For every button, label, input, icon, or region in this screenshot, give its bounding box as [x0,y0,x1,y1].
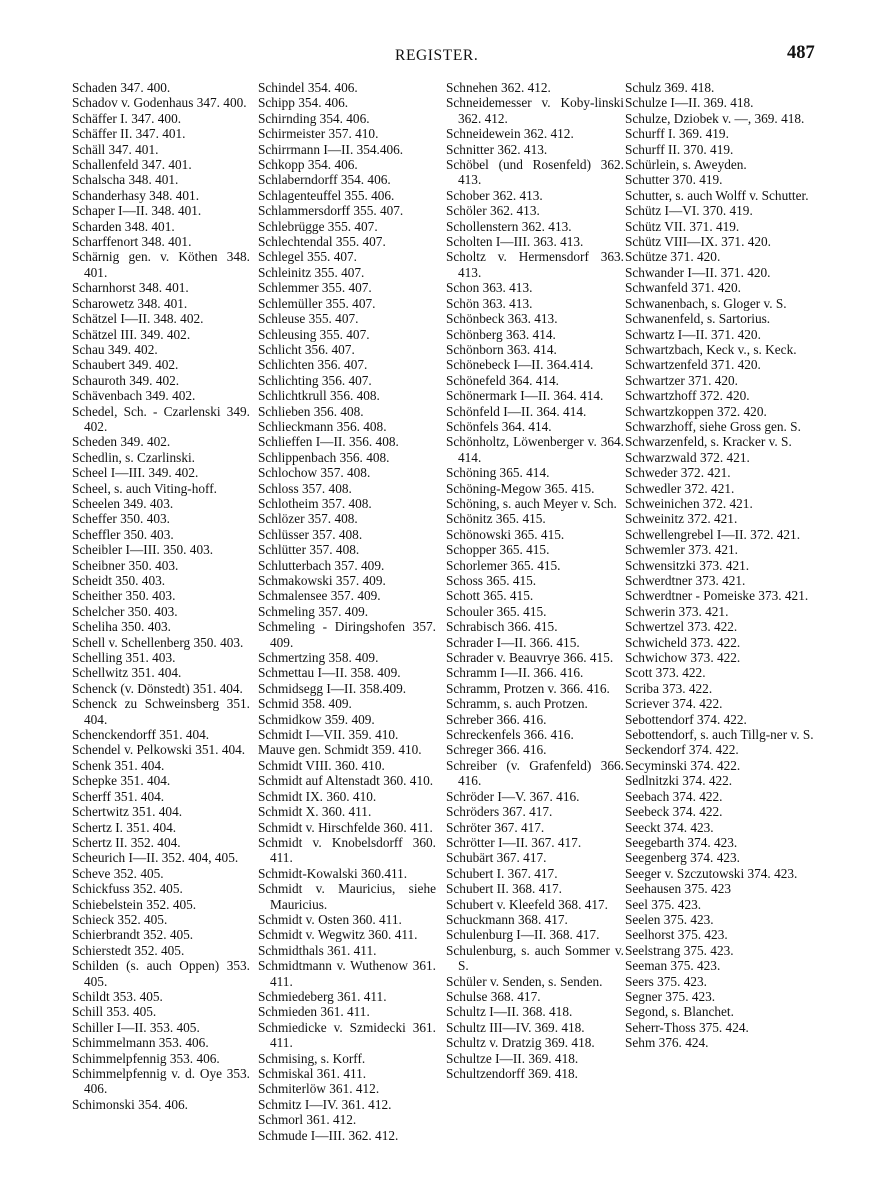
index-entry: Schlammersdorff 355. 407. [258,203,404,219]
index-entry: Segond, s. Blanchet. [625,1004,734,1020]
index-entry: Schmalensee 357. 409. [258,588,381,604]
index-entry: Schmieden 361. 411. [258,1004,370,1020]
index-entry: Schlemmer 355. 407. [258,280,372,296]
index-entry: Schurff II. 370. 419. [625,141,734,157]
index-entry: Schimmelpfennig v. d. Oye 353. 406. [72,1066,250,1097]
index-entry: Schulse 368. 417. [446,988,541,1004]
index-entry: Schauroth 349. 402. [72,372,180,388]
index-entry: Scheffer 350. 403. [72,511,170,527]
index-entry: Schoss 365. 415. [446,573,537,588]
index-entry: Schmiterlöw 361. 412. [258,1081,380,1097]
index-entry: Schultze I—II. 369. 418. [446,1050,579,1066]
index-entry: Schmidsegg I—II. 358.409. [258,680,407,696]
index-entry: Schlemüller 355. 407. [258,295,376,311]
index-entry: Scheidt 350. 403. [72,573,166,588]
index-entry: Schwerdtner 373. 421. [625,573,746,588]
index-entry: Scheibner 350. 403. [72,557,179,573]
index-entry: Schlichtkrull 356. 408. [258,388,380,404]
index-entry: Scheffler 350. 403. [72,526,174,542]
index-entry: Schleuse 355. 407. [258,311,359,327]
index-entry: Schwensitzki 373. 421. [625,557,750,573]
index-entry: Schneidemesser v. Koby-linski 362. 412. [446,95,624,126]
index-entry: Schouler 365. 415. [446,603,547,619]
index-entry: Schönitz 365. 415. [446,511,546,527]
index-entry: Scott 373. 422. [625,665,706,681]
index-entry: Schenck (v. Dönstedt) 351. 404. [72,680,243,696]
index-entry: Schöning 365. 414. [446,465,550,481]
index-entry: Schau 349. 402. [72,341,158,357]
index-entry: Schimmelpfennig 353. 406. [72,1050,220,1066]
index-entry: Scheither 350. 403. [72,588,176,604]
index-entry: Schüler v. Senden, s. Senden. [446,973,603,989]
index-entry: Schlaberndorff 354. 406. [258,172,391,188]
index-entry: Schävenbach 349. 402. [72,388,196,404]
index-entry: Scheel, s. auch Viting-hoff. [72,480,217,496]
index-entry: Scharnhorst 348. 401. [72,280,189,296]
index-entry: Schertwitz 351. 404. [72,804,183,820]
index-entry: Schwander I—II. 371. 420. [625,264,771,280]
index-entry: Schindel 354. 406. [258,80,358,95]
index-entry: Segner 375. 423. [625,988,716,1004]
index-entry: Schlieben 356. 408. [258,403,364,419]
index-entry: Scriba 373. 422. [625,680,713,696]
index-entry: Schwartzkoppen 372. 420. [625,403,767,419]
index-entry: Schönefeld 364. 414. [446,372,560,388]
index-entry: Scheelen 349. 403. [72,495,174,511]
index-entry: Schrötter I—II. 367. 417. [446,834,582,850]
index-entry: Schubert v. Kleefeld 368. 417. [446,896,608,912]
index-entry: Schmiskal 361. 411. [258,1066,367,1081]
index-entry: Schmidt I—VII. 359. 410. [258,727,399,743]
index-entry: Schlotheim 357. 408. [258,495,372,511]
index-entry: Scheel I—III. 349. 402. [72,465,199,481]
index-entry: Schmakowski 357. 409. [258,573,386,588]
index-entry: Seel 375. 423. [625,896,702,912]
index-entry: Seebeck 374. 422. [625,804,723,820]
index-entry: Schürlein, s. Aweyden. [625,157,747,173]
index-entry: Schmiedicke v. Szmidecki 361. 411. [258,1019,436,1051]
index-entry: Schultzendorff 369. 418. [446,1066,578,1081]
index-entry: Scharffenort 348. 401. [72,234,192,250]
index-entry: Schwertzel 373. 422. [625,619,738,635]
page-header [0,43,875,69]
index-entry: Sehm 376. 424. [625,1035,709,1051]
index-entry: Schön 363. 413. [446,295,533,311]
index-entry: Schmidt X. 360. 411. [258,804,372,820]
index-entry: Schon 363. 413. [446,280,533,296]
index-entry: Schepke 351. 404. [72,773,171,789]
index-entry: Schweinitz 372. 421. [625,511,738,527]
index-entry: Schildt 353. 405. [72,988,163,1004]
index-entry: Schäll 347. 401. [72,141,159,157]
index-entry: Scharowetz 348. 401. [72,295,188,311]
index-entry: Schwartzbach, Keck v., s. Keck. [625,341,797,357]
index-entry: Schloss 357. 408. [258,480,352,496]
index-entry: Schweder 372. 421. [625,465,731,481]
index-entry: Schirmeister 357. 410. [258,126,379,142]
index-entry: Schramm, s. auch Protzen. [446,696,588,712]
index-entry: Schott 365. 415. [446,588,534,604]
index-entry: Schlutterbach 357. 409. [258,557,385,573]
index-entry: Schultz I—II. 368. 418. [446,1004,573,1020]
index-entry: Schröder I—V. 367. 416. [446,788,580,804]
index-entry: Schreckenfels 366. 416. [446,727,574,743]
index-entry: Schultz III—IV. 369. 418. [446,1019,585,1035]
index-entry: Schönowski 365. 415. [446,526,565,542]
index-entry: Schmidt v. Wegwitz 360. 411. [258,927,418,943]
index-entry: Schubärt 367. 417. [446,850,547,866]
index-entry: Scharden 348. 401. [72,218,175,234]
index-entry: Sedlnitzki 374. 422. [625,773,733,789]
index-entry: Schmidt VIII. 360. 410. [258,757,385,773]
index-entry: Schenckendorff 351. 404. [72,727,210,743]
index-entry: Schill 353. 405. [72,1004,157,1020]
index-entry: Schreber 366. 416. [446,711,547,727]
index-entry: Schönholtz, Löwenberger v. 364. 414. [446,434,624,465]
index-entry: Schadov v. Godenhaus 347. 400. [72,95,247,111]
index-entry: Schöning, s. auch Meyer v. Sch. [446,495,617,511]
index-entry: Schwartzhoff 372. 420. [625,388,750,404]
index-entry: Schlichting 356. 407. [258,372,372,388]
index-entry: Schnitter 362. 413. [446,141,548,157]
index-entry: Schierbrandt 352. 405. [72,927,194,943]
index-entry: Schramm, Protzen v. 366. 416. [446,680,610,696]
index-entry: Schröter 367. 417. [446,819,545,835]
index-entry: Scheurich I—II. 352. 404, 405. [72,850,239,866]
index-entry: Schönbeck 363. 413. [446,311,558,327]
index-entry: Schnehen 362. 412. [446,80,551,95]
index-entry: Schlegel 355. 407. [258,249,357,265]
index-entry: Schramm I—II. 366. 416. [446,665,584,681]
index-entry: Schreger 366. 416. [446,742,547,758]
index-entry: Scholtz v. Hermensdorf 363. 413. [446,249,624,280]
index-entry: Seeckt 374. 423. [625,819,714,835]
index-entry: Schulz 369. 418. [625,80,715,95]
index-entry: Schmeling 357. 409. [258,603,369,619]
index-entry: Seherr-Thoss 375. 424. [625,1019,749,1035]
index-entry: Schiller I—II. 353. 405. [72,1019,200,1035]
index-entry: Schleusing 355. 407. [258,326,370,342]
index-entry: Schertz II. 352. 404. [72,834,181,850]
index-entry: Schubert I. 367. 417. [446,865,558,881]
index-entry: Schellwitz 351. 404. [72,665,182,681]
index-entry: Schmitz I—IV. 361. 412. [258,1096,392,1112]
index-entry: Schenk 351. 404. [72,757,165,773]
index-entry: Schmidthals 361. 411. [258,942,377,958]
index-entry: Schipp 354. 406. [258,95,349,111]
index-entry: Schmidtmann v. Wuthenow 361. 411. [258,958,436,989]
index-entry: Schneidewein 362. 412. [446,126,574,142]
index-entry: Seegenberg 374. 423. [625,850,740,866]
index-entry: Schäffer I. 347. 400. [72,110,182,126]
index-entry: Schmettau I—II. 358. 409. [258,665,401,681]
index-entry: Sebottendorf 374. 422. [625,711,747,727]
index-entry: Scholten I—III. 363. 413. [446,234,584,250]
index-entry: Schrader I—II. 366. 415. [446,634,580,650]
index-entry: Schönberg 363. 414. [446,326,556,342]
index-entry: Schell v. Schellenberg 350. 403. [72,634,244,650]
index-entry: Schwanfeld 371. 420. [625,280,741,296]
index-entry: Schmid 358. 409. [258,696,352,712]
index-entry: Schlippenbach 356. 408. [258,449,390,465]
index-entry: Schober 362. 413. [446,187,543,203]
index-entry: Schwellengrebel I—II. 372. 421. [625,526,801,542]
index-entry: Schiebelstein 352. 405. [72,896,197,912]
index-entry: Mauve gen. Schmidt 359. 410. [258,742,422,758]
index-entry: Schanderhasy 348. 401. [72,187,200,203]
index-entry: Schaden 347. 400. [72,80,171,95]
index-entry: Schmising, s. Korff. [258,1050,366,1066]
index-entry: Schedel, Sch. - Czarlenski 349. 402. [72,403,250,434]
index-entry: Schlieffen I—II. 356. 408. [258,434,399,450]
index-entry: Schopper 365. 415. [446,542,550,558]
index-entry: Schalscha 348. 401. [72,172,179,188]
index-entry: Schmorl 361. 412. [258,1112,357,1128]
index-entry: Schwichow 373. 422. [625,650,741,666]
index-entry: Schwerin 373. 421. [625,603,729,619]
index-entry: Schlütter 357. 408. [258,542,360,558]
index-entry: Schwedler 372. 421. [625,480,735,496]
index-entry: Schmiedeberg 361. 411. [258,988,387,1004]
index-entry: Seehausen 375. 423 [625,881,731,897]
index-entry: Schilden (s. auch Oppen) 353. 405. [72,958,250,989]
index-entry: Schwartzer 371. 420. [625,372,738,388]
index-entry: Schönfeld I—II. 364. 414. [446,403,587,419]
index-entry: Schuckmann 368. 417. [446,911,568,927]
index-entry: Schütze 371. 420. [625,249,721,265]
index-entry: Schröders 367. 417. [446,804,553,820]
index-entry: Schönborn 363. 414. [446,341,557,357]
index-entry: Schickfuss 352. 405. [72,881,183,897]
index-column-3 [446,80,624,1081]
index-entry: Schollenstern 362. 413. [446,218,572,234]
index-entry: Secyminski 374. 422. [625,757,741,773]
index-entry: Schirnding 354. 406. [258,110,370,126]
index-entry: Schaubert 349. 402. [72,357,179,373]
index-entry: Seebach 374. 422. [625,788,723,804]
index-entry: Seelhorst 375. 423. [625,927,728,943]
index-entry: Schmidt-Kowalski 360.411. [258,865,408,881]
index-entry: Schwarzenfeld, s. Kracker v. S. [625,434,792,450]
index-entry: Sebottendorf, s. auch Tillg-ner v. S. [625,727,814,743]
index-entry: Seelen 375. 423. [625,911,714,927]
index-entry: Schurff I. 369. 419. [625,126,729,142]
index-entry: Schelcher 350. 403. [72,603,178,619]
index-entry: Schutter 370. 419. [625,172,723,188]
index-column-1 [72,80,250,1112]
index-entry: Schwarzwald 372. 421. [625,449,750,465]
index-entry: Schwanenbach, s. Gloger v. S. [625,295,787,311]
index-column-4 [625,80,815,1051]
index-entry: Schlicht 356. 407. [258,341,355,357]
index-entry: Schlagenteuffel 355. 406. [258,187,395,203]
index-entry: Schmertzing 358. 409. [258,650,379,666]
index-entry: Schöler 362. 413. [446,203,540,219]
index-entry: Schkopp 354. 406. [258,157,358,173]
index-entry: Schelling 351. 403. [72,650,176,666]
index-entry: Schleinitz 355. 407. [258,264,365,280]
index-entry: Schenck zu Schweinsberg 351. 404. [72,696,250,727]
index-entry: Schönfels 364. 414. [446,418,552,434]
index-column-2 [258,80,436,1143]
index-entry: Schmidt v. Mauricius, siehe Mauricius. [258,881,436,912]
index-entry: Schmidt v. Hirschfelde 360. 411. [258,819,433,835]
index-entry: Seelstrang 375. 423. [625,942,734,958]
index-entry: Schätzel I—II. 348. 402. [72,311,204,327]
index-entry: Schubert II. 368. 417. [446,881,562,897]
index-entry: Schultz v. Dratzig 369. 418. [446,1035,595,1051]
index-entry: Schaper I—II. 348. 401. [72,203,202,219]
index-entry: Schwanenfeld, s. Sartorius. [625,311,771,327]
index-entry: Schrader v. Beauvrye 366. 415. [446,650,614,666]
index-entry: Seeman 375. 423. [625,958,721,974]
index-entry: Scherff 351. 404. [72,788,165,804]
index-entry: Schlechtendal 355. 407. [258,234,386,250]
index-entry: Schedlin, s. Czarlinski. [72,449,195,465]
index-entry: Schätzel III. 349. 402. [72,326,191,342]
index-entry: Seeger v. Szczutowski 374. 423. [625,865,798,881]
index-entry: Schirrmann I—II. 354.406. [258,141,404,157]
index-entry: Schäffer II. 347. 401. [72,126,186,142]
index-entry: Schreiber (v. Grafenfeld) 366. 416. [446,757,624,789]
index-entry: Schlebrügge 355. 407. [258,218,378,234]
index-entry: Schwartzenfeld 371. 420. [625,357,761,373]
index-entry: Schlichten 356. 407. [258,357,368,373]
index-entry: Schieck 352. 405. [72,911,168,927]
index-entry: Schmude I—III. 362. 412. [258,1127,399,1143]
index-entry: Schlochow 357. 408. [258,465,371,481]
index-entry: Schulze I—II. 369. 418. [625,95,754,111]
index-entry: Schönebeck I—II. 364.414. [446,357,594,373]
index-entry: Scheve 352. 405. [72,865,164,881]
index-entry: Schlieckmann 356. 408. [258,418,387,434]
index-entry: Schulze, Dziobek v. —, 369. 418. [625,110,805,126]
index-entry: Schulenburg I—II. 368. 417. [446,927,600,943]
index-entry: Schwerdtner - Pomeiske 373. 421. [625,588,809,604]
index-entry: Schrabisch 366. 415. [446,619,558,635]
index-entry: Schärnig gen. v. Köthen 348. 401. [72,249,250,280]
index-entry: Schwemler 373. 421. [625,542,739,558]
index-entry: Scheliha 350. 403. [72,619,171,635]
index-entry: Schorlemer 365. 415. [446,557,561,573]
index-entry: Schwarzhoff, siehe Gross gen. S. [625,418,801,434]
page-title: REGISTER. [395,47,479,64]
index-entry: Schulenburg, s. auch Sommer v. S. [446,942,624,974]
index-entry: Schweinichen 372. 421. [625,495,753,511]
index-entry: Schmidt v. Knobelsdorff 360. 411. [258,834,436,866]
index-entry: Schwicheld 373. 422. [625,634,741,650]
index-entry: Schmidkow 359. 409. [258,711,375,727]
index-entry: Schönermark I—II. 364. 414. [446,388,604,404]
index-entry: Schmeling - Diringshofen 357. 409. [258,619,436,650]
index-entry: Schütz VII. 371. 419. [625,218,740,234]
index-entry: Schimonski 354. 406. [72,1096,188,1112]
index-entry: Schütz VIII—IX. 371. 420. [625,234,771,250]
index-entry: Schierstedt 352. 405. [72,942,185,958]
index-entry: Schimmelmann 353. 406. [72,1035,209,1051]
index-entry: Schendel v. Pelkowski 351. 404. [72,742,246,758]
index-entry: Schertz I. 351. 404. [72,819,177,835]
index-entry: Schöbel (und Rosenfeld) 362. 413. [446,157,624,188]
index-entry: Schwartz I—II. 371. 420. [625,326,761,342]
index-entry: Seers 375. 423. [625,973,707,989]
index-entry: Scheden 349. 402. [72,434,171,450]
index-entry: Schmidt v. Osten 360. 411. [258,911,402,927]
index-entry: Schöning-Megow 365. 415. [446,480,595,496]
index-entry: Schütz I—VI. 370. 419. [625,203,753,219]
index-entry: Seegebarth 374. 423. [625,834,738,850]
index-entry: Schmidt IX. 360. 410. [258,788,377,804]
index-entry: Seckendorf 374. 422. [625,742,739,758]
index-entry: Schlüsser 357. 408. [258,526,363,542]
page-number: 487 [787,43,815,63]
index-entry: Schmidt auf Altenstadt 360. 410. [258,773,434,789]
index-entry: Scriever 374. 422. [625,696,723,712]
index-entry: Scheibler I—III. 350. 403. [72,542,214,558]
index-entry: Schlözer 357. 408. [258,511,358,527]
index-entry: Schutter, s. auch Wolff v. Schutter. [625,187,809,203]
index-entry: Schallenfeld 347. 401. [72,157,192,173]
